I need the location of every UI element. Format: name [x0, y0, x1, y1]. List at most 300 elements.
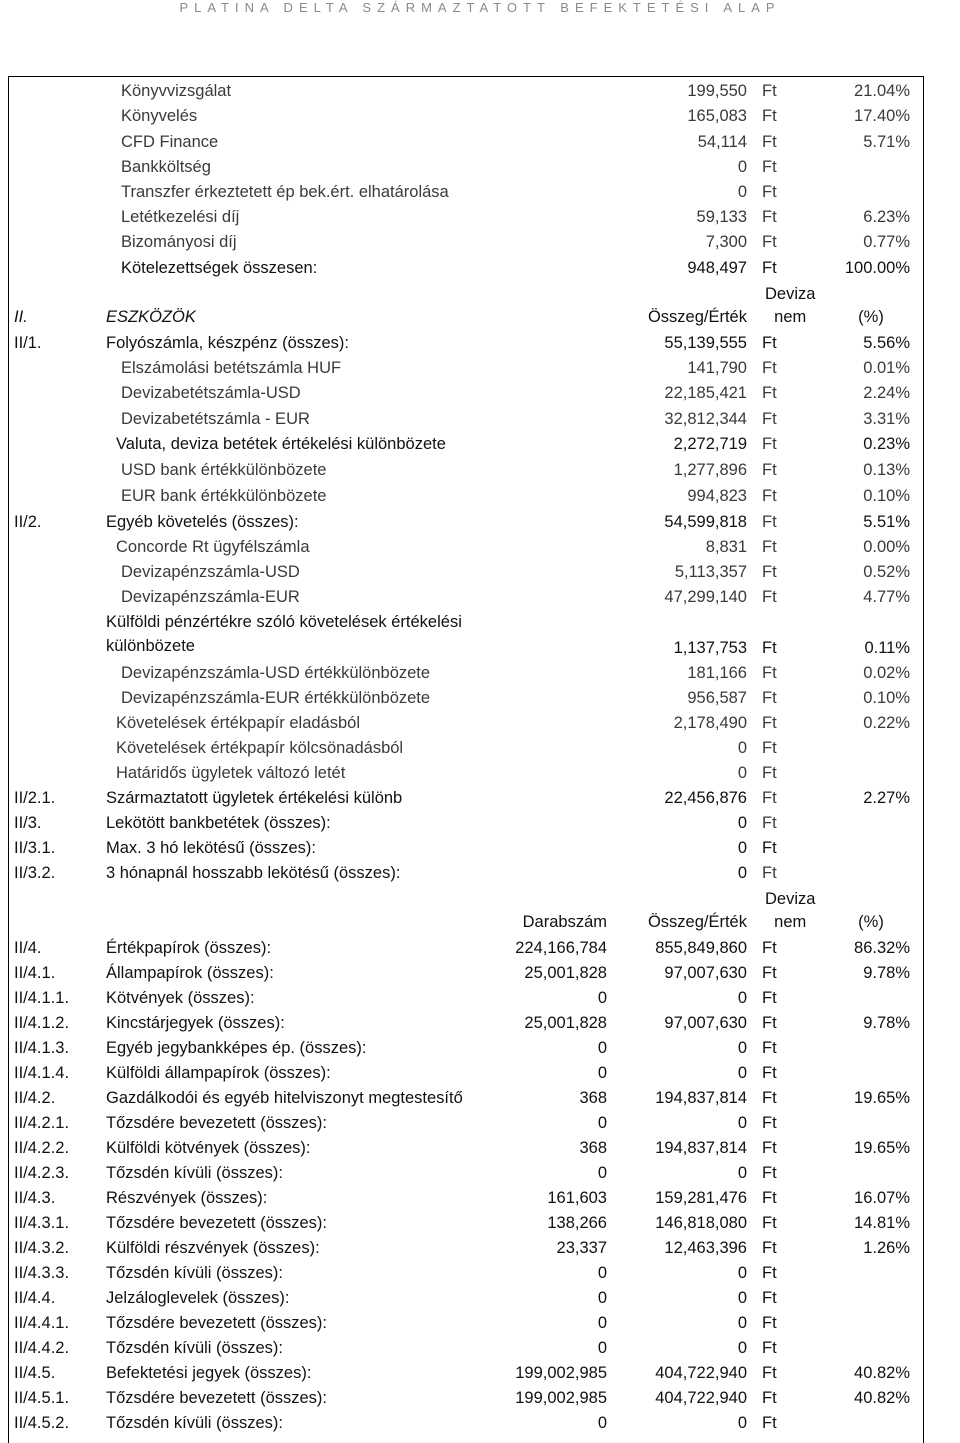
row-quantity: 25,001,828: [524, 964, 607, 982]
row-value: 97,007,630: [664, 1014, 747, 1032]
row-quantity: 0: [597, 1039, 607, 1057]
row-id: II/4.3.2.: [14, 1239, 70, 1257]
row-value: 0: [737, 739, 747, 757]
row-quantity: 161,603: [547, 1189, 607, 1207]
row-percent: 5.71%: [863, 133, 910, 151]
row-percent: [822, 1111, 910, 1136]
row-label: Kötvények (összes):: [106, 989, 255, 1007]
row-percent: [822, 1336, 910, 1361]
row-currency: Ft: [762, 1389, 777, 1407]
row-id: II/2.1.: [14, 789, 56, 807]
row-label: Egyéb követelés (összes):: [106, 513, 299, 531]
table-row: [0, 585, 960, 610]
row-label: Bizományosi díj: [121, 233, 237, 251]
row-quantity: 0: [597, 1414, 607, 1432]
row-percent: [822, 180, 910, 205]
row-percent: 2.24%: [863, 384, 910, 402]
row-id: II/4.: [14, 939, 42, 957]
currency-header-line2: nem: [774, 913, 807, 931]
row-value: 5,113,357: [674, 563, 747, 581]
row-quantity: 0: [597, 1314, 607, 1332]
row-value: 146,818,080: [655, 1214, 747, 1232]
row-value: 59,133: [696, 208, 747, 226]
row-label: Egyéb jegybankképes ép. (összes):: [106, 1039, 367, 1057]
row-value: 2,178,490: [673, 714, 747, 732]
row-value: 181,166: [687, 664, 747, 682]
row-currency: Ft: [762, 1264, 777, 1282]
row-label: Követelések értékpapír eladásból: [116, 714, 360, 732]
row-percent: 19.65%: [854, 1089, 910, 1107]
row-label: 3 hónapnál hosszabb lekötésű (összes):: [106, 864, 401, 882]
row-currency: Ft: [762, 1089, 777, 1107]
row-value: 8,831: [705, 538, 747, 556]
row-id: II/2.: [14, 513, 42, 531]
row-label: Könyvvizsgálat: [121, 82, 232, 100]
row-currency: Ft: [762, 158, 777, 176]
row-currency: Ft: [762, 133, 777, 151]
row-value: 0: [737, 1164, 747, 1182]
row-percent: 16.07%: [854, 1189, 910, 1207]
row-percent: 4.77%: [863, 588, 910, 606]
row-currency: Ft: [762, 359, 777, 377]
row-currency: Ft: [762, 1114, 777, 1132]
row-label: Befektetési jegyek (összes):: [106, 1364, 312, 1382]
row-quantity: 0: [597, 1164, 607, 1182]
row-percent: [822, 811, 910, 836]
table-row: [0, 711, 960, 736]
row-value: 194,837,814: [655, 1139, 747, 1157]
row-value: 54,599,818: [664, 513, 747, 531]
row-currency: Ft: [762, 487, 777, 505]
row-value: 0: [737, 1314, 747, 1332]
row-value: 2,272,719: [673, 435, 747, 453]
row-percent: 0.13%: [863, 461, 910, 479]
row-currency: Ft: [762, 939, 777, 957]
row-value: 32,812,344: [664, 410, 747, 428]
row-currency: Ft: [762, 964, 777, 982]
row-percent: 5.51%: [863, 513, 910, 531]
row-label: Tőzsdén kívüli (összes):: [106, 1264, 283, 1282]
table-row: [0, 786, 960, 811]
row-value: 199,550: [687, 82, 747, 100]
row-currency: Ft: [762, 639, 777, 657]
row-value: 0: [737, 1339, 747, 1357]
table-row: [0, 761, 960, 786]
table-row: [0, 458, 960, 483]
row-currency: Ft: [762, 1164, 777, 1182]
table-row: [0, 180, 960, 205]
table-row: [0, 104, 960, 129]
row-value: 0: [737, 1039, 747, 1057]
table-row: [0, 1136, 960, 1161]
row-percent: 0.10%: [863, 689, 910, 707]
row-label: Lekötött bankbetétek (összes):: [106, 814, 331, 832]
currency-header-line1: Deviza: [765, 285, 816, 303]
row-value: 22,456,876: [664, 789, 747, 807]
currency-header-line2: nem: [774, 308, 807, 326]
row-value: 0: [737, 1264, 747, 1282]
row-value: 7,300: [705, 233, 747, 251]
row-percent: [822, 861, 910, 886]
row-id: II/3.1.: [14, 839, 56, 857]
row-percent: [822, 1411, 910, 1436]
row-currency: Ft: [762, 1314, 777, 1332]
row-value: 994,823: [687, 487, 747, 505]
row-percent: 0.52%: [863, 563, 910, 581]
row-label: Határidős ügyletek változó letét: [116, 764, 346, 782]
row-label: Tőzsdén kívüli (összes):: [106, 1414, 283, 1432]
row-value: 0: [737, 989, 747, 1007]
row-value: 97,007,630: [664, 964, 747, 982]
row-quantity: 25,001,828: [524, 1014, 607, 1032]
row-value: 0: [737, 1289, 747, 1307]
row-currency: Ft: [762, 714, 777, 732]
row-id: II/4.4.2.: [14, 1339, 70, 1357]
row-percent: [822, 986, 910, 1011]
row-currency: Ft: [762, 1364, 777, 1382]
table-row: [0, 661, 960, 686]
row-currency: Ft: [762, 664, 777, 682]
row-currency: Ft: [762, 739, 777, 757]
table-row: [0, 230, 960, 255]
table-row: [0, 331, 960, 356]
section-number: II.: [14, 308, 28, 326]
row-id: II/4.1.: [14, 964, 56, 982]
table-row: [0, 510, 960, 535]
table-row: [0, 535, 960, 560]
row-percent: [822, 1261, 910, 1286]
row-currency: Ft: [762, 563, 777, 581]
row-value: 47,299,140: [664, 588, 747, 606]
row-currency: Ft: [762, 1239, 777, 1257]
table-row: [0, 1061, 960, 1086]
row-percent: 0.02%: [863, 664, 910, 682]
row-currency: Ft: [762, 1139, 777, 1157]
row-id: II/4.5.2.: [14, 1414, 70, 1432]
row-label: Tőzsdén kívüli (összes):: [106, 1339, 283, 1357]
row-value: 0: [737, 1064, 747, 1082]
row-currency: Ft: [762, 1014, 777, 1032]
table-row: [0, 381, 960, 406]
row-id: II/4.3.: [14, 1189, 56, 1207]
table-row-total: [0, 256, 960, 281]
row-id: II/4.2.3.: [14, 1164, 70, 1182]
column-header-currency: [765, 281, 825, 331]
table-row: [0, 1311, 960, 1336]
row-label: Transzfer érkeztetett ép bek.ért. elhatárolása: [121, 183, 449, 201]
row-label: Értékpapírok (összes):: [106, 939, 272, 957]
row-value: 165,083: [687, 107, 747, 125]
row-value: 855,849,860: [655, 939, 747, 957]
row-label: Devizapénzszámla-USD értékkülönbözete: [121, 664, 431, 682]
row-percent: 6.23%: [863, 208, 910, 226]
row-percent: [822, 761, 910, 786]
row-currency: Ft: [762, 461, 777, 479]
section-title: ESZKÖZÖK: [106, 308, 196, 326]
row-value: 956,587: [687, 689, 747, 707]
row-currency: Ft: [762, 538, 777, 556]
table-row: [0, 861, 960, 886]
row-percent: [822, 1286, 910, 1311]
row-label: Max. 3 hó lekötésű (összes):: [106, 839, 317, 857]
row-currency: Ft: [762, 233, 777, 251]
table-row: [0, 205, 960, 230]
row-value: 0: [737, 183, 747, 201]
row-percent: 21.04%: [854, 82, 910, 100]
row-percent: [822, 155, 910, 180]
row-id: II/4.3.3.: [14, 1264, 70, 1282]
row-percent: 0.10%: [863, 487, 910, 505]
row-label: Kötelezettségek összesen:: [121, 259, 318, 277]
row-currency: Ft: [762, 1289, 777, 1307]
table-row: [0, 1411, 960, 1436]
table-row: [0, 155, 960, 180]
row-percent: [822, 1036, 910, 1061]
row-quantity: 0: [597, 1339, 607, 1357]
table-row: [0, 1186, 960, 1211]
column-header-percent: (%): [858, 308, 884, 326]
row-label: Devizabetétszámla - EUR: [121, 410, 310, 428]
table-row: [0, 356, 960, 381]
row-currency: Ft: [762, 82, 777, 100]
row-percent: 100.00%: [844, 259, 910, 277]
row-label: Részvények (összes):: [106, 1189, 268, 1207]
row-label: Folyószámla, készpénz (összes):: [106, 334, 349, 352]
table-row: [0, 130, 960, 155]
row-value: 1,277,896: [673, 461, 747, 479]
row-quantity: 0: [597, 1289, 607, 1307]
row-value: 141,790: [687, 359, 747, 377]
row-quantity: 199,002,985: [515, 1389, 607, 1407]
row-label: Jelzáloglevelek (összes):: [106, 1289, 290, 1307]
row-id: II/4.1.3.: [14, 1039, 70, 1057]
table-row: [0, 811, 960, 836]
row-label: Könyvelés: [121, 107, 198, 125]
row-percent: 0.77%: [863, 233, 910, 251]
row-value: 1,137,753: [673, 639, 747, 657]
row-percent: 0.00%: [863, 538, 910, 556]
row-value: 22,185,421: [664, 384, 747, 402]
row-id: II/4.4.: [14, 1289, 56, 1307]
row-id: II/1.: [14, 334, 42, 352]
row-percent: 9.78%: [863, 1014, 910, 1032]
column-header-percent: (%): [858, 913, 884, 931]
row-value: 0: [737, 814, 747, 832]
row-value: 12,463,396: [664, 1239, 747, 1257]
row-label: Követelések értékpapír kölcsönadásból: [116, 739, 404, 757]
row-id: II/3.2.: [14, 864, 56, 882]
row-label: Tőzsdére bevezetett (összes):: [106, 1314, 328, 1332]
currency-header-line1: Deviza: [765, 890, 816, 908]
row-currency: Ft: [762, 864, 777, 882]
row-label: CFD Finance: [121, 133, 219, 151]
row-percent: 5.56%: [863, 334, 910, 352]
row-value: 0: [737, 1414, 747, 1432]
row-currency: Ft: [762, 334, 777, 352]
table-row: [0, 1036, 960, 1061]
row-quantity: 224,166,784: [515, 939, 607, 957]
row-percent: 0.01%: [863, 359, 910, 377]
row-value: 0: [737, 1114, 747, 1132]
row-currency: Ft: [762, 814, 777, 832]
row-label: Bankköltség: [121, 158, 211, 176]
row-id: II/4.3.1.: [14, 1214, 70, 1232]
row-label: Külföldi kötvények (összes):: [106, 1139, 311, 1157]
row-id: II/4.5.1.: [14, 1389, 70, 1407]
row-currency: Ft: [762, 588, 777, 606]
table-row: [0, 1286, 960, 1311]
row-id: II/4.1.1.: [14, 989, 70, 1007]
row-value: 0: [737, 839, 747, 857]
row-value: 404,722,940: [655, 1389, 747, 1407]
row-value: 0: [737, 158, 747, 176]
row-label: Kincstárjegyek (összes):: [106, 1014, 285, 1032]
table-row: [0, 1236, 960, 1261]
row-currency: Ft: [762, 1339, 777, 1357]
row-label: Devizapénzszámla-USD: [121, 563, 300, 581]
row-value: 194,837,814: [655, 1089, 747, 1107]
row-label: Gazdálkodói és egyéb hitelviszonyt megtestesítő: [106, 1089, 463, 1107]
row-currency: Ft: [762, 1214, 777, 1232]
row-quantity: 138,266: [547, 1214, 607, 1232]
column-header-quantity: Darabszám: [522, 913, 607, 931]
table-row: [0, 1336, 960, 1361]
row-percent: 3.31%: [863, 410, 910, 428]
row-value: 159,281,476: [655, 1189, 747, 1207]
table-row: [0, 1086, 960, 1111]
row-quantity: 23,337: [556, 1239, 607, 1257]
row-label: Állampapírok (összes):: [106, 964, 274, 982]
row-percent: [822, 736, 910, 761]
row-label: Devizapénzszámla-EUR értékkülönbözete: [121, 689, 431, 707]
row-currency: Ft: [762, 410, 777, 428]
row-label: Devizabetétszámla-USD: [121, 384, 301, 402]
row-percent: 0.23%: [863, 435, 910, 453]
table-row: [0, 1361, 960, 1386]
row-currency: Ft: [762, 764, 777, 782]
table-row: [0, 961, 960, 986]
row-currency: Ft: [762, 839, 777, 857]
row-id: II/4.4.1.: [14, 1314, 70, 1332]
column-header-value: Összeg/Érték: [647, 308, 747, 326]
row-label: Tőzsdére bevezetett (összes):: [106, 1389, 328, 1407]
row-quantity: 368: [579, 1089, 607, 1107]
row-percent: 0.11%: [864, 639, 910, 657]
row-currency: Ft: [762, 689, 777, 707]
row-id: II/4.1.4.: [14, 1064, 70, 1082]
row-value: 404,722,940: [655, 1364, 747, 1382]
table-row: [0, 560, 960, 585]
row-id: II/4.2.: [14, 1089, 56, 1107]
row-quantity: 0: [597, 1114, 607, 1132]
row-percent: 14.81%: [854, 1214, 910, 1232]
row-currency: Ft: [762, 259, 777, 277]
row-id: II/3.: [14, 814, 42, 832]
row-label: Külföldi részvények (összes):: [106, 1239, 320, 1257]
table-row: [0, 79, 960, 104]
row-currency: Ft: [762, 384, 777, 402]
row-value: 0: [737, 864, 747, 882]
row-currency: Ft: [762, 107, 777, 125]
row-percent: [822, 836, 910, 861]
row-label: Származtatott ügyletek értékelési különb: [106, 789, 403, 807]
row-quantity: 0: [597, 989, 607, 1007]
row-currency: Ft: [762, 435, 777, 453]
row-id: II/4.2.1.: [14, 1114, 70, 1132]
row-id: II/4.5.: [14, 1364, 56, 1382]
document-header: PLATINA DELTA SZÁRMAZTATOTT BEFEKTETÉSI ALAP: [179, 0, 781, 15]
row-id: II/4.2.2.: [14, 1139, 70, 1157]
row-label: Külföldi pénzértékre szóló követelések értékelési különbözete: [106, 613, 462, 655]
row-currency: Ft: [762, 513, 777, 531]
row-percent: 9.78%: [863, 964, 910, 982]
row-label: Devizapénzszámla-EUR: [121, 588, 300, 606]
table-row: [0, 1386, 960, 1411]
table-row: [0, 986, 960, 1011]
row-label: Tőzsdére bevezetett (összes):: [106, 1214, 328, 1232]
row-label: Tőzsdére bevezetett (összes):: [106, 1114, 328, 1132]
row-quantity: 0: [597, 1064, 607, 1082]
table-row: [0, 1011, 960, 1036]
column-header-currency: [765, 886, 825, 936]
table-row: [0, 432, 960, 457]
row-percent: 1.26%: [863, 1239, 910, 1257]
row-percent: 40.82%: [854, 1389, 910, 1407]
row-percent: 2.27%: [863, 789, 910, 807]
row-label: EUR bank értékkülönbözete: [121, 487, 327, 505]
table-row: [0, 1161, 960, 1186]
table-row: [0, 1211, 960, 1236]
row-quantity: 368: [579, 1139, 607, 1157]
table-row: [0, 686, 960, 711]
row-percent: 86.32%: [854, 939, 910, 957]
row-quantity: 199,002,985: [515, 1364, 607, 1382]
row-id: II/4.1.2.: [14, 1014, 70, 1032]
table-row: [0, 1261, 960, 1286]
table-row: [0, 836, 960, 861]
row-label: Letétkezelési díj: [121, 208, 240, 226]
row-currency: Ft: [762, 1414, 777, 1432]
row-currency: Ft: [762, 183, 777, 201]
securities-header-row: [0, 886, 960, 936]
row-percent: [822, 1061, 910, 1086]
row-currency: Ft: [762, 989, 777, 1007]
row-percent: [822, 1311, 910, 1336]
row-value: 54,114: [697, 133, 747, 151]
assets-header-row: [0, 281, 960, 331]
table-row: [0, 936, 960, 961]
row-percent: 17.40%: [854, 107, 910, 125]
row-value: 55,139,555: [664, 334, 747, 352]
table-row: [0, 736, 960, 761]
row-label: USD bank értékkülönbözete: [121, 461, 327, 479]
row-percent: [822, 1161, 910, 1186]
row-currency: Ft: [762, 1189, 777, 1207]
row-label: Tőzsdén kívüli (összes):: [106, 1164, 283, 1182]
table-row-multiline: [0, 610, 960, 660]
column-header-value: Összeg/Érték: [647, 913, 747, 931]
row-quantity: 0: [597, 1264, 607, 1282]
row-currency: Ft: [762, 1039, 777, 1057]
row-value: 0: [737, 764, 747, 782]
row-label: Concorde Rt ügyfélszámla: [116, 538, 310, 556]
row-percent: 0.22%: [863, 714, 910, 732]
row-currency: Ft: [762, 208, 777, 226]
row-currency: Ft: [762, 1064, 777, 1082]
table-row: [0, 484, 960, 509]
row-label: Elszámolási betétszámla HUF: [121, 359, 342, 377]
row-currency: Ft: [762, 789, 777, 807]
